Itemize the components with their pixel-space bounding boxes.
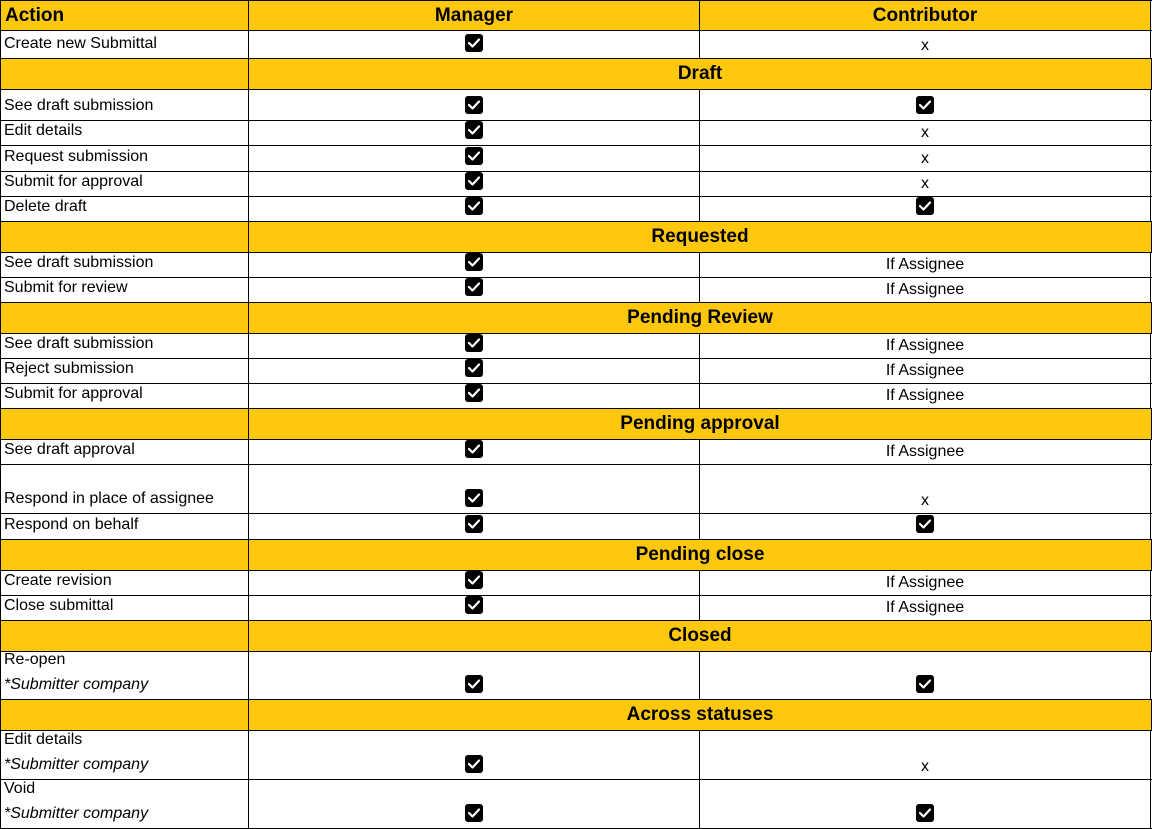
section-row (0, 409, 1152, 440)
table-row (0, 197, 1152, 222)
action-label: Request submission (4, 148, 149, 165)
table-row (0, 384, 1152, 409)
contributor-cell (699, 334, 1151, 358)
checked-checkbox-icon (916, 675, 934, 693)
action-cell (0, 172, 248, 196)
table-row (0, 440, 1152, 465)
checked-checkbox-icon (916, 197, 934, 215)
checked-checkbox-icon (916, 96, 934, 114)
section-title: Requested (248, 222, 1152, 252)
section-row (0, 540, 1152, 571)
action-cell (0, 253, 248, 277)
table-row (0, 334, 1152, 359)
condition-text: If Assignee (885, 256, 965, 273)
action-note: *Submitter company (4, 756, 149, 773)
action-cell (0, 780, 248, 828)
manager-cell (248, 440, 699, 464)
action-cell (0, 514, 248, 539)
table-row (0, 359, 1152, 384)
checked-checkbox-icon (465, 278, 483, 296)
contributor-cell (699, 253, 1151, 277)
action-cell (0, 596, 248, 620)
action-label: Create revision (4, 572, 112, 589)
action-label: Submit for approval (4, 385, 143, 402)
contributor-cell (699, 514, 1151, 539)
table-row (0, 571, 1152, 596)
checked-checkbox-icon (465, 804, 483, 822)
checked-checkbox-icon (465, 147, 483, 165)
contributor-cell (699, 359, 1151, 383)
action-note: *Submitter company (4, 676, 149, 693)
not-allowed-mark: x (921, 124, 929, 141)
checked-checkbox-icon (465, 440, 483, 458)
manager-cell (248, 780, 699, 828)
manager-cell (248, 90, 699, 120)
section-title: Pending Review (248, 303, 1152, 333)
section-spacer (0, 409, 248, 439)
section-title: Closed (248, 621, 1152, 651)
condition-text: If Assignee (885, 599, 965, 616)
condition-text: If Assignee (885, 387, 965, 404)
manager-cell (248, 359, 699, 383)
action-label: See draft submission (4, 97, 154, 114)
contributor-cell (699, 172, 1151, 196)
action-cell (0, 278, 248, 302)
action-label: See draft submission (4, 335, 154, 352)
section-row (0, 700, 1152, 731)
action-label: Submit for review (4, 279, 128, 296)
section-spacer (0, 540, 248, 570)
action-cell (0, 146, 248, 171)
condition-text: If Assignee (885, 362, 965, 379)
action-note: *Submitter company (4, 805, 149, 822)
table-row (0, 780, 1152, 829)
table-row (0, 31, 1152, 59)
contributor-cell (699, 440, 1151, 464)
manager-cell (248, 31, 699, 58)
action-label: Respond on behalf (4, 516, 139, 533)
not-allowed-mark: x (921, 37, 929, 54)
table-row (0, 121, 1152, 146)
condition-text: If Assignee (885, 337, 965, 354)
action-label: Re-open (4, 652, 66, 668)
header-row (0, 0, 1152, 31)
checked-checkbox-icon (465, 596, 483, 614)
checked-checkbox-icon (465, 675, 483, 693)
manager-cell (248, 384, 699, 408)
action-label: See draft approval (4, 441, 135, 458)
table-row (0, 596, 1152, 621)
action-cell (0, 384, 248, 408)
contributor-cell (699, 31, 1151, 58)
checked-checkbox-icon (465, 515, 483, 533)
checked-checkbox-icon (465, 253, 483, 271)
contributor-cell (699, 652, 1151, 699)
manager-cell (248, 652, 699, 699)
section-title: Pending close (248, 540, 1152, 570)
action-cell (0, 571, 248, 595)
action-cell (0, 121, 248, 145)
header-manager: Manager (248, 1, 699, 30)
contributor-cell (699, 278, 1151, 302)
table-row (0, 652, 1152, 700)
action-cell (0, 359, 248, 383)
section-row (0, 222, 1152, 253)
contributor-cell (699, 571, 1151, 595)
checked-checkbox-icon (465, 172, 483, 190)
table-row (0, 731, 1152, 780)
manager-cell (248, 197, 699, 221)
table-row (0, 253, 1152, 278)
checked-checkbox-icon (465, 359, 483, 377)
manager-cell (248, 172, 699, 196)
section-row (0, 621, 1152, 652)
checked-checkbox-icon (465, 384, 483, 402)
contributor-cell (699, 384, 1151, 408)
checked-checkbox-icon (916, 515, 934, 533)
action-label: Edit details (4, 122, 83, 139)
action-label: See draft submission (4, 254, 154, 271)
action-label: Reject submission (4, 360, 134, 377)
manager-cell (248, 253, 699, 277)
checked-checkbox-icon (465, 489, 483, 507)
manager-cell (248, 465, 699, 513)
condition-text: If Assignee (885, 574, 965, 591)
action-label: Void (4, 780, 36, 797)
action-cell (0, 31, 248, 58)
section-title: Draft (248, 59, 1152, 89)
contributor-cell (699, 731, 1151, 779)
table-row (0, 465, 1152, 514)
contributor-cell (699, 146, 1151, 171)
manager-cell (248, 121, 699, 145)
section-spacer (0, 700, 248, 730)
section-spacer (0, 621, 248, 651)
action-label: Delete draft (4, 198, 87, 215)
action-label: Create new Submittal (4, 35, 157, 52)
not-allowed-mark: x (921, 175, 929, 192)
manager-cell (248, 278, 699, 302)
manager-cell (248, 146, 699, 171)
contributor-cell (699, 90, 1151, 120)
checked-checkbox-icon (465, 334, 483, 352)
table-row (0, 514, 1152, 540)
contributor-cell (699, 596, 1151, 620)
table-row (0, 172, 1152, 197)
action-cell (0, 652, 248, 699)
action-cell (0, 731, 248, 779)
contributor-cell (699, 780, 1151, 828)
action-label: Edit details (4, 731, 83, 748)
table-row (0, 90, 1152, 121)
section-title: Across statuses (248, 700, 1152, 730)
checked-checkbox-icon (916, 804, 934, 822)
checked-checkbox-icon (465, 96, 483, 114)
manager-cell (248, 596, 699, 620)
section-row (0, 59, 1152, 90)
action-cell (0, 90, 248, 120)
action-cell (0, 440, 248, 464)
checked-checkbox-icon (465, 121, 483, 139)
table-body (0, 31, 1152, 829)
section-row (0, 303, 1152, 334)
section-spacer (0, 303, 248, 333)
header-action: Action (0, 1, 248, 30)
action-label: Submit for approval (4, 173, 143, 190)
contributor-cell (699, 121, 1151, 145)
condition-text: If Assignee (885, 281, 965, 298)
manager-cell (248, 731, 699, 779)
header-contributor: Contributor (699, 1, 1151, 30)
section-spacer (0, 222, 248, 252)
action-cell (0, 465, 248, 513)
section-title: Pending approval (248, 409, 1152, 439)
table-row (0, 278, 1152, 303)
checked-checkbox-icon (465, 197, 483, 215)
checked-checkbox-icon (465, 571, 483, 589)
action-cell (0, 334, 248, 358)
contributor-cell (699, 197, 1151, 221)
manager-cell (248, 514, 699, 539)
table-row (0, 146, 1152, 172)
not-allowed-mark: x (921, 150, 929, 167)
manager-cell (248, 334, 699, 358)
action-cell (0, 197, 248, 221)
action-label: Respond in place of assignee (4, 490, 214, 507)
checked-checkbox-icon (465, 34, 483, 52)
action-label: Close submittal (4, 597, 114, 614)
checked-checkbox-icon (465, 755, 483, 773)
contributor-cell (699, 465, 1151, 513)
not-allowed-mark: x (921, 492, 929, 509)
not-allowed-mark: x (921, 758, 929, 775)
condition-text: If Assignee (885, 443, 965, 460)
manager-cell (248, 571, 699, 595)
section-spacer (0, 59, 248, 89)
